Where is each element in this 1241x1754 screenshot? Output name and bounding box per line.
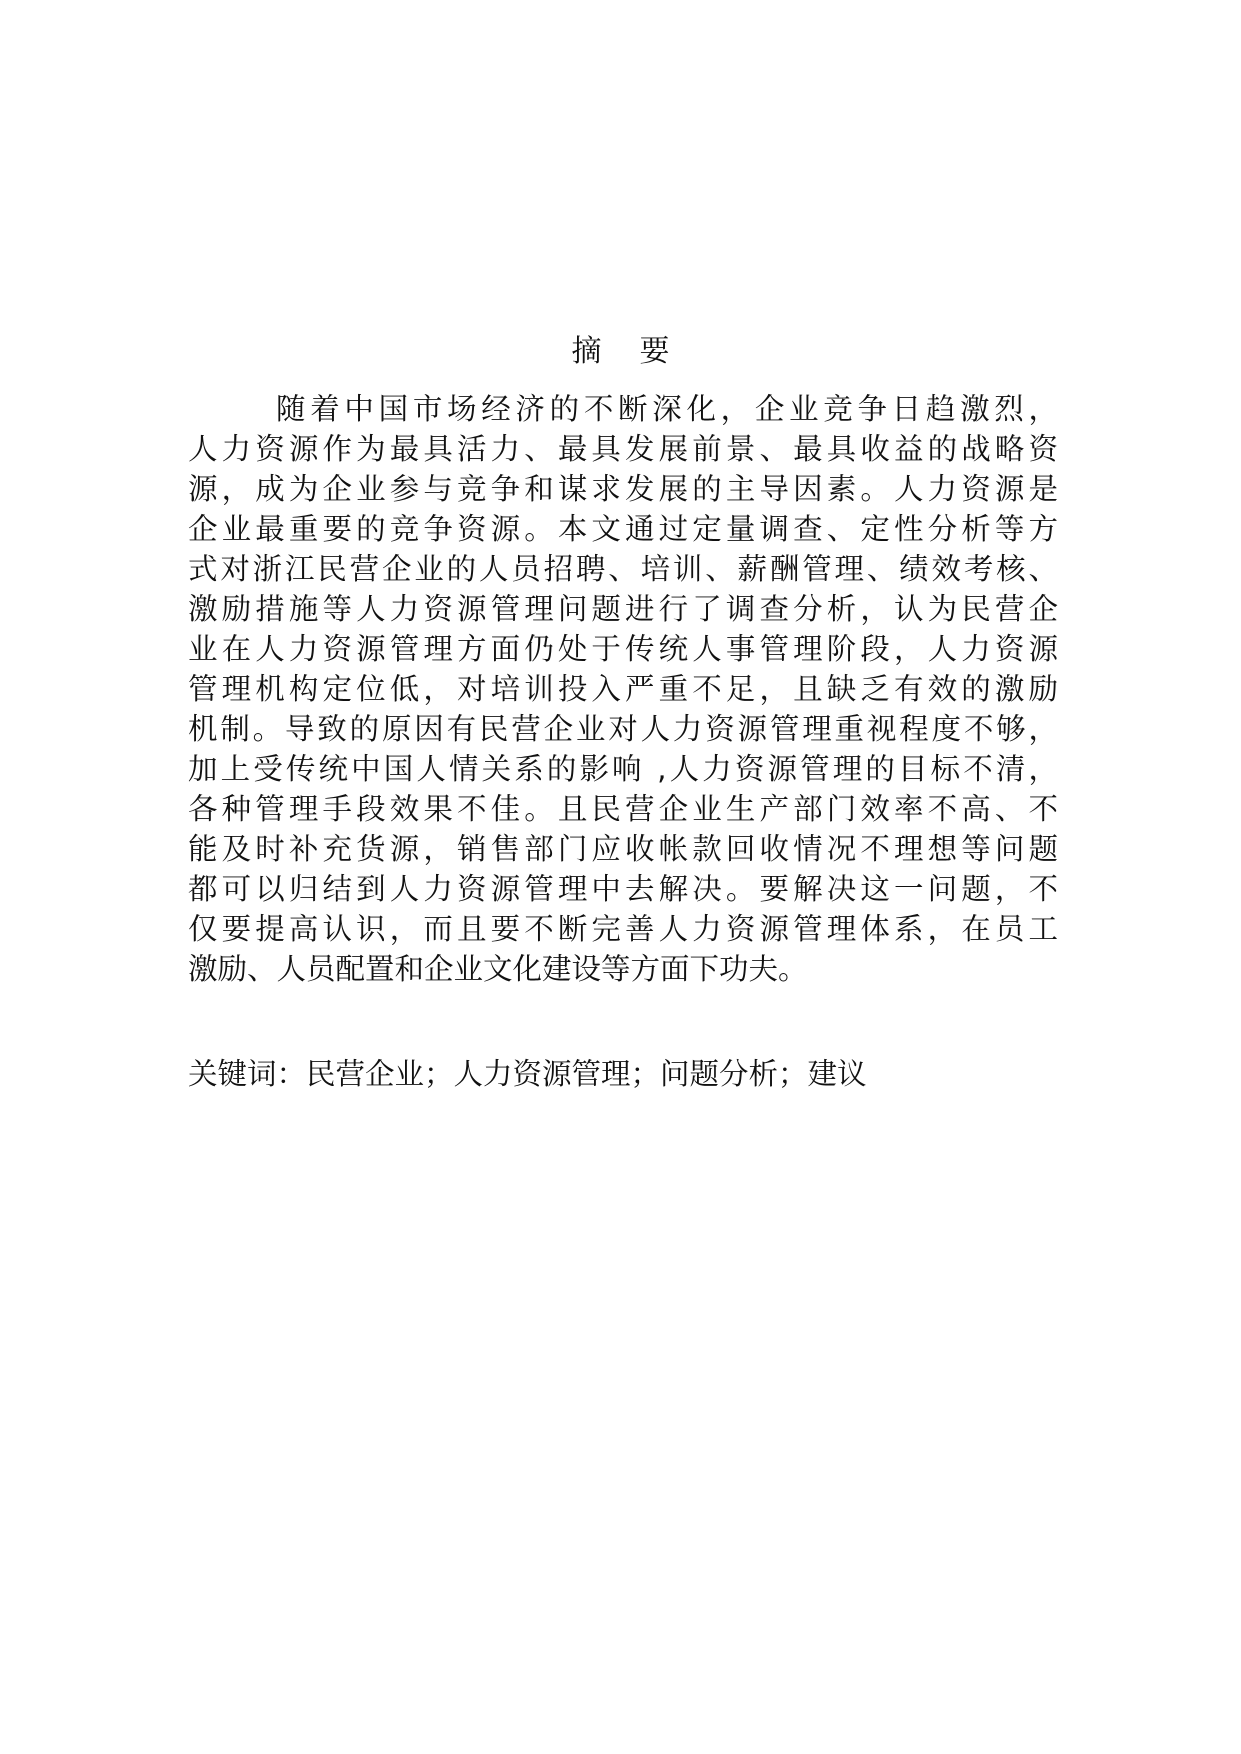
abstract-line: 激励、人员配置和企业文化建设等方面下功夫。 [188, 952, 808, 986]
abstract-line: 各种管理手段效果不佳。且民营企业生产部门效率不高、不 [188, 792, 1058, 826]
abstract-line: 加上受传统中国人情关系的影响 ,人力资源管理的目标不清， [188, 752, 1058, 786]
abstract-line: 随着中国市场经济的不断深化，企业竞争日趋激烈， [276, 392, 1058, 426]
keywords-text: 民营企业；人力资源管理；问题分析；建议 [306, 1057, 867, 1091]
abstract-title [0, 332, 1241, 372]
abstract-line: 仅要提高认识，而且要不断完善人力资源管理体系，在员工 [188, 912, 1058, 946]
abstract-title-char-2: 要 [639, 334, 670, 369]
abstract-line: 管理机构定位低，对培训投入严重不足，且缺乏有效的激励 [188, 672, 1058, 706]
abstract-line: 源，成为企业参与竞争和谋求发展的主导因素。人力资源是 [188, 472, 1058, 506]
abstract-line: 人力资源作为最具活力、最具发展前景、最具收益的战略资 [188, 432, 1058, 466]
keywords-line [188, 1054, 867, 1094]
keywords-label: 关键词： [188, 1057, 307, 1091]
abstract-line: 式对浙江民营企业的人员招聘、培训、薪酬管理、绩效考核、 [188, 552, 1058, 586]
abstract-line: 机制。导致的原因有民营企业对人力资源管理重视程度不够， [188, 712, 1058, 746]
abstract-title-char-1: 摘 [571, 334, 602, 369]
abstract-line: 激励措施等人力资源管理问题进行了调查分析，认为民营企 [188, 592, 1058, 626]
abstract-line: 能及时补充货源，销售部门应收帐款回收情况不理想等问题 [188, 832, 1058, 866]
abstract-body [188, 389, 1058, 989]
abstract-line: 企业最重要的竞争资源。本文通过定量调查、定性分析等方 [188, 512, 1058, 546]
abstract-line: 业在人力资源管理方面仍处于传统人事管理阶段，人力资源 [188, 632, 1058, 666]
abstract-line: 都可以归结到人力资源管理中去解决。要解决这一问题，不 [188, 872, 1058, 906]
